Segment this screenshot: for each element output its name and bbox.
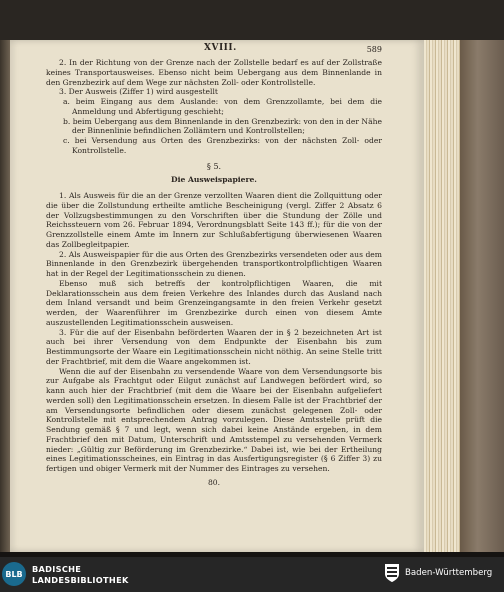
section-title: Die Ausweispapiere. <box>171 175 257 185</box>
paragraph-3: Ebenso muß sich betreffs der kontrolpflichtigen Waaren, die mit Deklarationsschein aus dem freien Verkehre des Inlandes durch das Ausland nach dem Inland versandt und beim Grenzeingangsamte in den freien Verkehr gesetzt werden, der Waarenführer im Grenzbezirke durch einen von diesem Amte auszustellenden Legitimationsschein ausweisen. <box>46 278 382 327</box>
paragraph-5: Wenn die auf der Eisenbahn zu versendende Waare von dem Versendungsorte bis zur Aufgabe als Frachtgut oder Eilgut zunächst auf Landwegen befördert wird, so kann auch hier der Frachtbrief (mit dem die Waare bei der Eisenbahn aufgeliefert werden soll) den Legitimationsschein ersetzen. In diesem Falle ist der Frachtbrief der am Versendungsorte befindlichen oder diesem zunächst gelegenen Zoll- oder Kontrollstelle mit entsprechendem Antrag vorzulegen. Diese Amtsstelle prüft die Sendung gemäß § 7 und legt, wenn sich dabei keine Anstände ergeben, in dem Frachtbrief den mit Datum, Unterschrift und Amtsstempel zu versehenden Vermerk nieder: „Gültig zur Beförderung im Grenzbezirke.“ Dabei ist, wie bei der Ertheilung eines Legitimationsscheines, ein Eintrag in das Ausfertigungsregister (§ 6 Ziffer 3) zu fertigen und obiger Vermerk mit der Nummer des Eintrages zu versehen. <box>46 366 382 473</box>
library-name <box>32 564 129 586</box>
page-text <box>46 44 382 488</box>
item3-sub-c: c. bei Versendung aus Orten des Grenzbezirks: von der nächsten Zoll- oder Kontrollstelle. <box>63 136 382 155</box>
running-head: XVIII. <box>204 43 237 53</box>
section-number: § 5. <box>206 161 222 171</box>
paragraph-1: 1. Als Ausweis für die an der Grenze verzollten Waaren dient die Zollquittung oder die über die Zollstundung ertheilte amtliche Bescheinigung (vergl. Ziffer 2 Absatz 6 der Vollzugsbestimmungen zu den Vorschriften über die Stundung der Zölle und Reichssteuern vom 26. Februar 1894, Verordnungsblatt Seite 143 ff.); für die von der Grenzzollstelle einem Amte im Innern zur Schlußabfertigung überwiesenen Waaren das Zollbegleitpapier. <box>46 191 382 249</box>
page-edges <box>424 40 460 552</box>
page-number: 589 <box>366 45 382 54</box>
signature-mark: 80. <box>207 477 221 487</box>
paragraph-intro: 2. In der Richtung von der Grenze nach der Zollstelle bedarf es auf der Zollstraße keines Transportausweises. Ebenso nicht beim Uebergang aus dem Binnenlande in den Grenzbezirk auf dem Wege zur nächsten Zoll- oder Kontrollstelle. <box>46 58 382 87</box>
blb-logo: BLB <box>2 562 26 586</box>
book-cover <box>460 40 504 552</box>
running-header <box>46 44 382 58</box>
library-name-line2: LANDESBIBLIOTHEK <box>32 575 129 585</box>
item3-sub-a: a. beim Eingang aus dem Auslande: von dem Grenzzollamte, bei dem die Anmeldung und Abfertigung geschieht; <box>63 97 382 116</box>
state-crest-icon <box>384 563 400 583</box>
paragraph-2: 2. Als Ausweispapier für die aus Orten des Grenzbezirks versendeten oder aus dem Binnenlande in den Grenzbezirk übergehenden transportkontrolpflichtigen Waaren hat in der Regel der Legitimationsschein zu dienen. <box>46 249 382 278</box>
item3-lead: 3. Der Ausweis (Ziffer 1) wird ausgestellt <box>59 87 218 97</box>
paragraph-4: 3. Für die auf der Eisenbahn beförderten Waaren der in § 2 bezeichneten Art ist auch bei ihrer Versendung von dem Endpunkte der Eisenbahn bis zum Bestimmungsorte der Waare ein Legitimationsschein nicht nöthig. An seine Stelle tritt der Frachtbrief, mit dem die Waare angekommen ist. <box>46 327 382 366</box>
library-name-line1: BADISCHE <box>32 564 82 574</box>
scan-background <box>0 0 504 40</box>
state-name: Baden-Württemberg <box>405 568 493 578</box>
book-left-edge <box>0 40 10 552</box>
item3-sub-b: b. beim Uebergang aus dem Binnenlande in den Grenzbezirk: von den in der Nähe der Binnenlinie befindlichen Zollämtern und Kontrollstellen; <box>63 116 382 136</box>
